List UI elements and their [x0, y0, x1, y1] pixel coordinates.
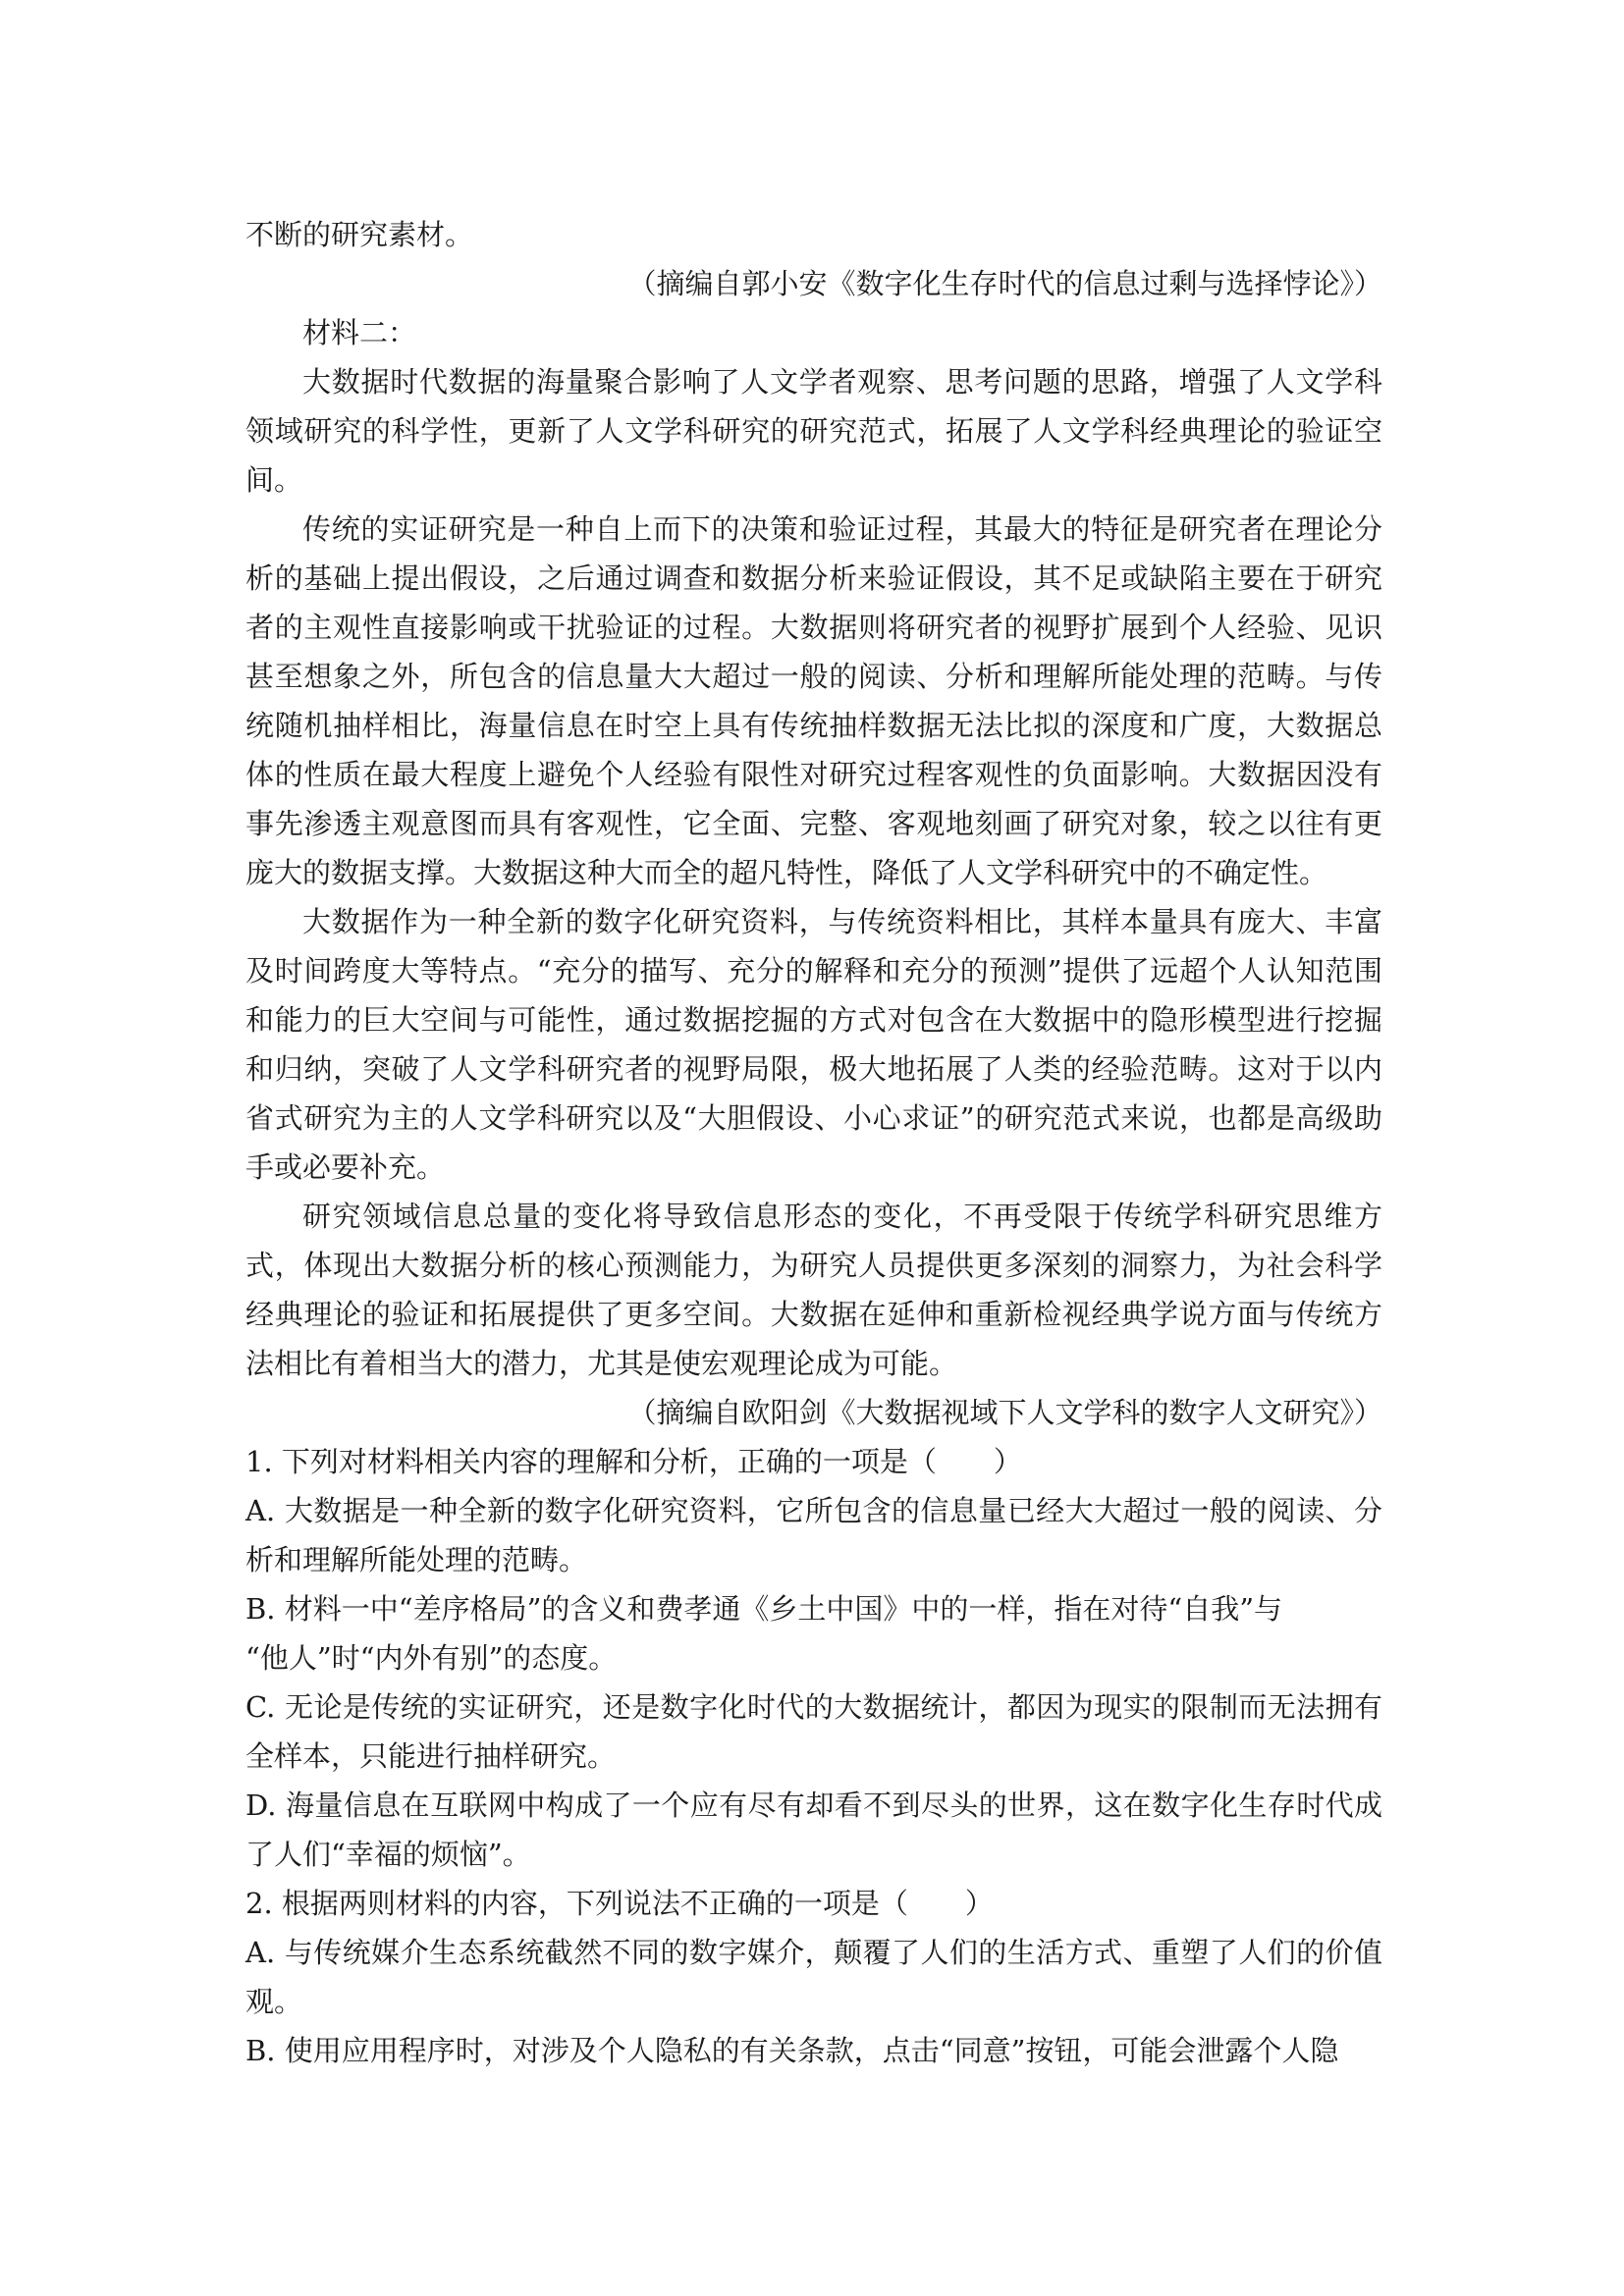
answer-option: C. 无论是传统的实证研究，还是数字化时代的大数据统计，都因为现实的限制而无法拥有全样本，只能进行抽样研究。: [245, 1690, 1382, 1773]
source-citation: （摘编自郭小安《数字化生存时代的信息过剩与选择悖论》）: [627, 267, 1382, 300]
answer-option: A. 与传统媒介生态系统截然不同的数字媒介，颠覆了人们的生活方式、重塑了人们的价值观。: [245, 1936, 1382, 2018]
document-body: [245, 210, 1382, 2075]
body-paragraph: 研究领域信息总量的变化将导致信息形态的变化，不再受限于传统学科研究思维方式，体现出大数据分析的核心预测能力，为研究人员提供更多深刻的洞察力，为社会科学经典理论的验证和拓展提供了更多空间。大数据在延伸和重新检视经典学说方面与传统方法相比有着相当大的潜力，尤其是使宏观理论成为可能。: [245, 1200, 1382, 1380]
body-paragraph: 传统的实证研究是一种自上而下的决策和验证过程，其最大的特征是研究者在理论分析的基础上提出假设，之后通过调查和数据分析来验证假设，其不足或缺陷主要在于研究者的主观性直接影响或干扰验证的过程。大数据则将研究者的视野扩展到个人经验、见识甚至想象之外，所包含的信息量大大超过一般的阅读、分析和理解所能处理的范畴。与传统随机抽样相比，海量信息在时空上具有传统抽样数据无法比拟的深度和广度，大数据总体的性质在最大程度上避免个人经验有限性对研究过程客观性的负面影响。大数据因没有事先渗透主观意图而具有客观性，它全面、完整、客观地刻画了研究对象，较之以往有更庞大的数据支撑。大数据这种大而全的超凡特性，降低了人文学科研究中的不确定性。: [245, 512, 1382, 889]
body-paragraph: 大数据作为一种全新的数字化研究资料，与传统资料相比，其样本量具有庞大、丰富及时间跨度大等特点。“充分的描写、充分的解释和充分的预测”提供了远超个人认知范围和能力的巨大空间与可能性，通过数据挖掘的方式对包含在大数据中的隐形模型进行挖掘和归纳，突破了人文学科研究者的视野局限，极大地拓展了人类的经验范畴。这对于以内省式研究为主的人文学科研究以及“大胆假设、小心求证”的研究范式来说，也都是高级助手或必要补充。: [245, 905, 1382, 1184]
body-paragraph: 大数据时代数据的海量聚合影响了人文学者观察、思考问题的思路，增强了人文学科领域研究的科学性，更新了人文学科研究的研究范式，拓展了人文学科经典理论的验证空间。: [245, 365, 1382, 497]
answer-option: A. 大数据是一种全新的数字化研究资料，它所包含的信息量已经大大超过一般的阅读、分析和理解所能处理的范畴。: [245, 1494, 1382, 1576]
answer-option: D. 海量信息在互联网中构成了一个应有尽有却看不到尽头的世界，这在数字化生存时代成了人们“幸福的烦恼”。: [245, 1789, 1382, 1871]
question-stem: 1. 下列对材料相关内容的理解和分析，正确的一项是（ ）: [245, 1445, 1022, 1478]
answer-option: B. 材料一中“差序格局”的含义和费孝通《乡土中国》中的一样，指在对待“自我”与 “他人”时“内外有别”的态度。: [245, 1592, 1283, 1675]
paragraph-continuation: 不断的研究素材。: [245, 218, 474, 251]
question-stem: 2. 根据两则材料的内容，下列说法不正确的一项是（ ）: [245, 1887, 994, 1920]
answer-option: B. 使用应用程序时，对涉及个人隐私的有关条款，点击“同意”按钮，可能会泄露个人隐: [245, 2034, 1339, 2067]
source-citation: （摘编自欧阳剑《大数据视域下人文学科的数字人文研究》）: [627, 1396, 1382, 1429]
material-heading: 材料二：: [302, 316, 417, 349]
